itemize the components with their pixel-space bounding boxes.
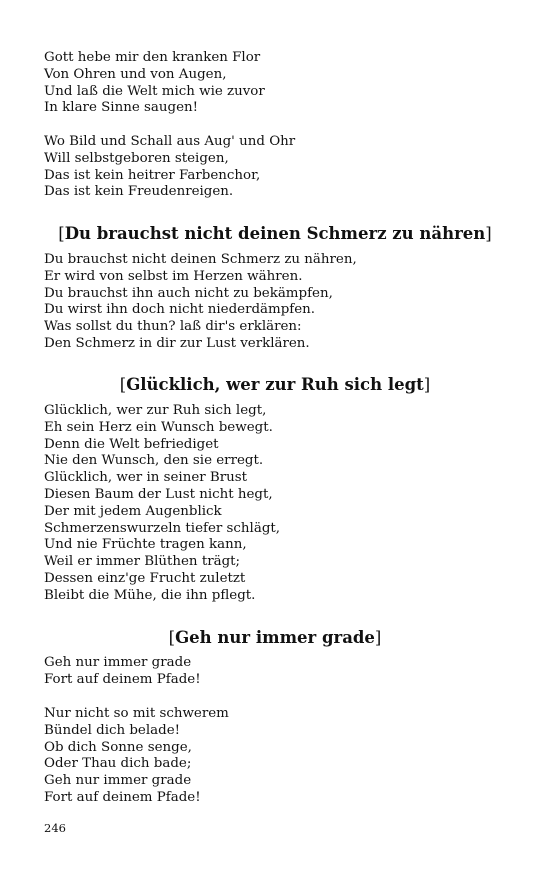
open-bracket: [	[119, 375, 127, 394]
poem-line: Du wirst ihn doch nicht niederdämpfen.	[44, 302, 316, 318]
poem-line: Er wird von selbst im Herzen währen.	[44, 268, 303, 284]
poem-line: Den Schmerz in dir zur Lust verklären.	[44, 335, 310, 351]
poem3-title	[0, 375, 550, 394]
poem-title-text: Geh nur immer grade	[175, 628, 375, 647]
poem-line: Und laß die Welt mich wie zuvor	[44, 83, 265, 99]
poem-line: Weil er immer Blüthen trägt;	[44, 554, 241, 570]
poem-line: Der mit jedem Augenblick	[44, 503, 222, 519]
poem-line: Fort auf deinem Pfade!	[44, 671, 201, 687]
poem-line: Du brauchst nicht deinen Schmerz zu nähren,	[44, 252, 357, 267]
poem-line: Geh nur immer grade	[44, 655, 192, 670]
poem4-stanza-2	[44, 706, 229, 807]
poem4-stanza-1	[44, 655, 201, 689]
poem-line: Nie den Wunsch, den sie erregt.	[44, 453, 264, 469]
poem-title-text: Du brauchst nicht deinen Schmerz zu nähren	[64, 224, 486, 243]
poem-line: Du brauchst ihn auch nicht zu bekämpfen,	[44, 285, 333, 301]
poem-line: Dessen einz'ge Frucht zuletzt	[44, 570, 246, 586]
poem-line: Bündel dich belade!	[44, 722, 180, 738]
poem-line: Ob dich Sonne senge,	[44, 739, 192, 755]
close-bracket: ]	[374, 628, 382, 647]
poem-line: Diesen Baum der Lust nicht hegt,	[44, 486, 273, 502]
poem3-stanza-1	[44, 403, 280, 605]
poem-line: Von Ohren und von Augen,	[44, 66, 227, 82]
open-bracket: [	[168, 628, 176, 647]
poem-line: Denn die Welt befriediget	[44, 436, 219, 452]
poem-line: Das ist kein heitrer Farbenchor,	[44, 167, 261, 183]
poem-line: Fort auf deinem Pfade!	[44, 789, 201, 805]
poem-line: Wo Bild und Schall aus Aug' und Ohr	[44, 134, 296, 149]
poem1-stanza-1	[44, 50, 265, 117]
poem-line: In klare Sinne saugen!	[44, 100, 198, 116]
poem-line: Nur nicht so mit schwerem	[44, 706, 229, 721]
poem-line: Glücklich, wer in seiner Brust	[44, 470, 248, 486]
poem4-title	[0, 628, 550, 647]
poem-line: Glücklich, wer zur Ruh sich legt,	[44, 403, 267, 418]
poem-line: Will selbstgeboren steigen,	[44, 150, 229, 166]
poem2-stanza-1	[44, 252, 357, 353]
poem-line: Eh sein Herz ein Wunsch bewegt.	[44, 419, 273, 435]
poem-line: Oder Thau dich bade;	[44, 756, 192, 772]
poem-line: Gott hebe mir den kranken Flor	[44, 50, 261, 65]
poem-line: Bleibt die Mühe, die ihn pflegt.	[44, 587, 256, 603]
poem-line: Und nie Früchte tragen kann,	[44, 537, 247, 553]
poem1-stanza-2	[44, 134, 295, 201]
poem-line: Das ist kein Freudenreigen.	[44, 184, 234, 200]
poem-title-text: Glücklich, wer zur Ruh sich legt	[126, 375, 424, 394]
open-bracket: [	[58, 224, 65, 243]
poem-line: Geh nur immer grade	[44, 773, 192, 789]
close-bracket: ]	[485, 224, 492, 243]
page-number: 246	[44, 821, 66, 835]
poem-line: Was sollst du thun? laß dir's erklären:	[44, 319, 302, 335]
poem-line: Schmerzenswurzeln tiefer schlägt,	[44, 520, 281, 536]
poem2-title	[0, 224, 550, 243]
close-bracket: ]	[423, 375, 431, 394]
